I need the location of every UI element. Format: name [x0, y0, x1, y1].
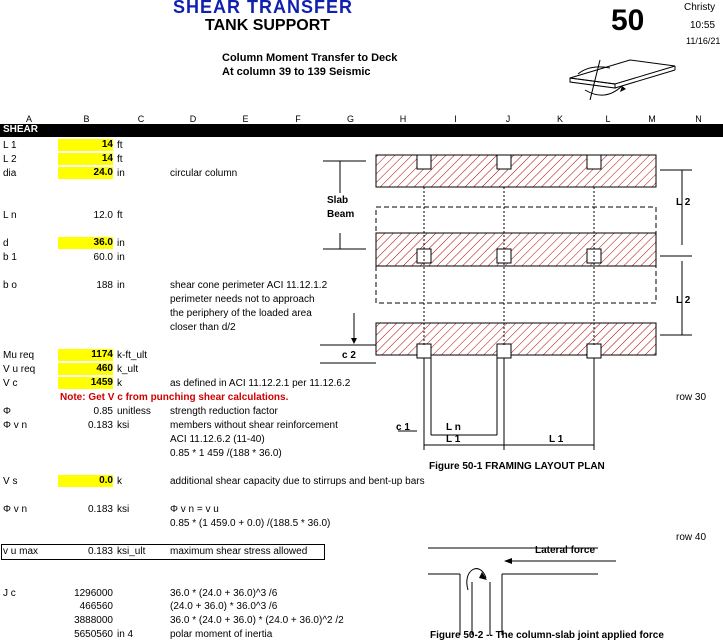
fig1-l1-label-a: L 1	[446, 434, 461, 445]
column-header-i[interactable]: I	[454, 114, 457, 124]
page-number: 50	[611, 4, 645, 37]
cell-jc-1[interactable]: 1296000	[74, 588, 113, 599]
unit-vu: k_ult	[117, 364, 139, 375]
unit-bo: in	[117, 280, 125, 291]
cell-d-value[interactable]: 36.0	[58, 237, 113, 249]
note-bo-1: shear cone perimeter ACI 11.12.1.2	[170, 280, 328, 291]
cell-jc-3[interactable]: 3888000	[74, 615, 113, 626]
cell-l1-value[interactable]: 14	[58, 139, 113, 151]
cell-mu-value[interactable]: 1174	[58, 349, 113, 361]
section-label: SHEAR	[3, 124, 39, 135]
column-header-b[interactable]: B	[83, 114, 90, 124]
cell-ln-value[interactable]: 12.0	[93, 210, 113, 221]
sheet-title: SHEAR TRANSFER	[173, 0, 354, 17]
label-vc: V c	[3, 378, 18, 389]
figure-50-1-caption: Figure 50-1 FRAMING LAYOUT PLAN	[429, 461, 605, 472]
cell-dia-value[interactable]: 24.0	[58, 167, 113, 179]
cell-jc-4[interactable]: 5650560	[74, 629, 113, 640]
label-l1: L 1	[3, 140, 17, 151]
label-ln: L n	[3, 210, 17, 221]
unit-ln: ft	[117, 210, 123, 221]
note-bo-4: closer than d/2	[170, 322, 236, 333]
column-header-g[interactable]: G	[346, 114, 354, 124]
column-header-a[interactable]: A	[25, 114, 32, 124]
framing-layout-diagram	[320, 145, 720, 465]
note-vs: additional shear capacity due to stirrups and bent-up bars	[170, 476, 425, 487]
unit-jc: in 4	[117, 629, 134, 640]
label-dia: dia	[3, 168, 17, 179]
cell-vs-value[interactable]: 0.0	[58, 475, 113, 487]
cell-l2-value[interactable]: 14	[58, 153, 113, 165]
label-b1: b 1	[3, 252, 17, 263]
cell-phivn-value[interactable]: 0.183	[87, 420, 113, 431]
note-jc-1: 36.0 * (24.0 + 36.0)^3 /6	[170, 588, 278, 599]
cell-phi-value[interactable]: 0.85	[93, 406, 113, 417]
label-bo: b o	[3, 280, 17, 291]
description-line-1: Column Moment Transfer to Deck	[222, 52, 398, 64]
note-phivn-3: 0.85 * 1 459 /(188 * 36.0)	[170, 448, 282, 459]
note-phivn-1: members without shear reinforcement	[170, 420, 338, 431]
unit-phivn-2: ksi	[117, 504, 130, 515]
note-phivn-2-1: Φ v n = v u	[170, 504, 219, 515]
label-phivn: Φ v n	[3, 420, 28, 431]
column-header-f[interactable]: F	[295, 114, 301, 124]
row-40-marker: row 40	[676, 532, 707, 543]
cell-vu-value[interactable]: 460	[58, 363, 113, 375]
note-vc: as defined in ACI 11.12.2.1 per 11.12.6.2	[170, 378, 351, 389]
unit-l1: ft	[117, 140, 123, 151]
column-header-n[interactable]: N	[695, 114, 702, 124]
column-header-c[interactable]: C	[137, 114, 145, 124]
note-jc-3: 36.0 * (24.0 + 36.0) * (24.0 + 36.0)^2 /2	[170, 615, 344, 626]
note-jc-4: polar moment of inertia	[170, 629, 273, 640]
cell-vc-value[interactable]: 1459	[58, 377, 113, 389]
label-l2: L 2	[3, 154, 17, 165]
unit-d: in	[117, 238, 125, 249]
fig1-l1-label-b: L 1	[549, 434, 564, 445]
unit-phivn: ksi	[117, 420, 130, 431]
cell-vumax-value[interactable]: 0.183	[87, 546, 113, 557]
cell-jc-2[interactable]: 466560	[79, 601, 113, 612]
user-name: Christy	[684, 2, 716, 13]
fig1-l2-top: L 2	[676, 197, 691, 208]
column-header-k[interactable]: K	[556, 114, 563, 124]
column-header-l[interactable]: L	[605, 114, 611, 124]
fig1-c2-label: c 2	[342, 350, 356, 361]
unit-phi: unitless	[117, 406, 151, 417]
column-header-h[interactable]: H	[399, 114, 407, 124]
note-bo-2: perimeter needs not to approach	[170, 294, 315, 305]
column-header-d[interactable]: D	[189, 114, 197, 124]
note-phivn-2-2: 0.85 * (1 459.0 + 0.0) /(188.5 * 36.0)	[170, 518, 331, 529]
description-line-2: At column 39 to 139 Seismic	[222, 66, 371, 78]
fig1-c1-label: c 1	[396, 422, 410, 433]
label-vs: V s	[3, 476, 18, 487]
fig1-slab-label: Slab	[327, 195, 349, 206]
column-header-e[interactable]: E	[242, 114, 249, 124]
label-mu: Mu req	[3, 350, 35, 361]
note-phi: strength reduction factor	[170, 406, 278, 417]
joint-sketch-icon	[560, 40, 685, 110]
note-dia: circular column	[170, 168, 238, 179]
lateral-force-label: Lateral force	[535, 545, 596, 556]
fig1-ln-label: L n	[446, 422, 461, 433]
cell-bo-value[interactable]: 188	[96, 280, 113, 291]
figure-50-2-caption: Figure 50-2 -- The column-slab joint applied force	[430, 630, 664, 641]
row-30-marker: row 30	[676, 392, 707, 403]
unit-dia: in	[117, 168, 125, 179]
label-vu: V u req	[3, 364, 36, 375]
cell-b1-value[interactable]: 60.0	[93, 252, 113, 263]
label-phi: Φ	[3, 406, 11, 417]
fig1-beam-label: Beam	[327, 209, 355, 220]
label-phivn-2: Φ v n	[3, 504, 28, 515]
date-stamp: 11/16/21	[686, 36, 721, 46]
unit-mu: k-ft_ult	[117, 350, 148, 361]
label-d: d	[3, 238, 9, 249]
fig1-l2-bottom: L 2	[676, 295, 691, 306]
unit-vumax: ksi_ult	[117, 546, 146, 557]
time-stamp: 10:55	[690, 20, 716, 31]
unit-l2: ft	[117, 154, 123, 165]
note-jc-2: (24.0 + 36.0) * 36.0^3 /6	[170, 601, 278, 612]
unit-b1: in	[117, 252, 125, 263]
unit-vs: k	[117, 476, 122, 487]
cell-phivn-2-value[interactable]: 0.183	[87, 504, 113, 515]
note-get-vc: Note: Get V c from punching shear calculations.	[60, 392, 289, 403]
note-bo-3: the periphery of the loaded area	[170, 308, 312, 319]
section-header-shear	[0, 124, 723, 137]
note-phivn-2: ACI 11.12.6.2 (11-40)	[170, 434, 265, 445]
label-vumax: v u max	[3, 546, 39, 557]
unit-vc: k	[117, 378, 122, 389]
sheet-subtitle: TANK SUPPORT	[205, 17, 331, 34]
note-vumax: maximum shear stress allowed	[170, 546, 308, 557]
column-header-j[interactable]: J	[505, 114, 511, 124]
column-header-m[interactable]: M	[648, 114, 656, 124]
label-jc: J c	[3, 588, 16, 599]
